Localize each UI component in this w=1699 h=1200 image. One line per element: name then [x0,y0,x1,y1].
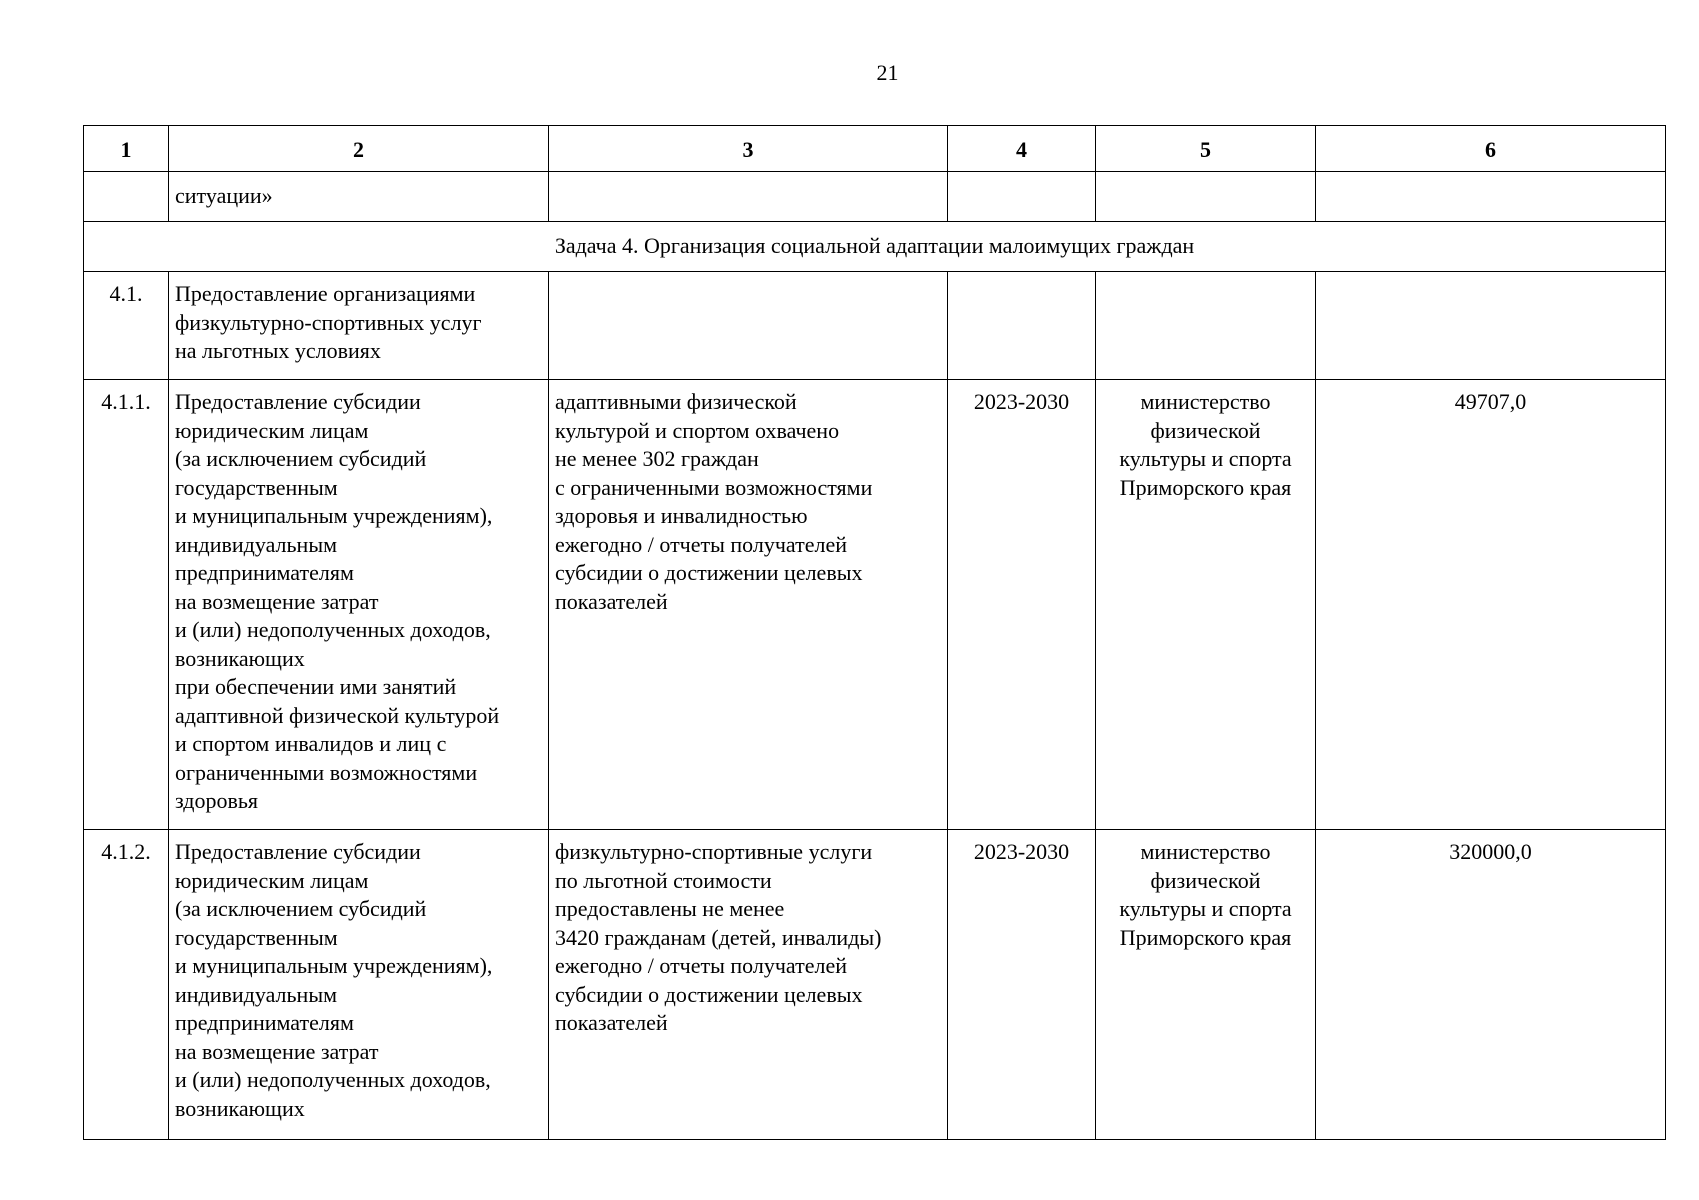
text-line: ограниченными возможностями [175,759,478,785]
header-cell: 3 [549,126,948,172]
text-line: при обеспечении ими занятий [175,674,457,699]
text-line: физической [1150,417,1261,443]
row-period: 2023-2030 [948,830,1096,1140]
row-amount: 320000,0 [1316,830,1666,1140]
table-cell [948,172,1096,222]
header-cell: 1 [84,126,169,172]
text-line: и спортом инвалидов и лиц с [175,731,447,756]
text-line: возникающих [175,645,305,671]
continuation-text: ситуации» [169,172,549,222]
text-line: адаптивными физической [555,389,797,414]
text-line: не менее 302 граждан [555,446,759,471]
text-line: на возмещение затрат [175,588,379,614]
row-result [549,380,948,830]
header-cell: 4 [948,126,1096,172]
text-line: показателей [555,1010,668,1035]
row-executor [1096,272,1316,380]
row-number: 4.1. [84,272,169,380]
text-line: государственным [175,924,338,950]
text-line: здоровья [175,788,259,813]
text-line: адаптивной физической культурой [175,702,500,728]
text-line: субсидии о достижении целевых [555,560,863,585]
text-line: показателей [555,588,668,614]
row-amount: 49707,0 [1316,380,1666,830]
table-cell [1096,172,1316,222]
text-line: индивидуальным [175,981,338,1007]
header-cell: 6 [1316,126,1666,172]
text-line: предпринимателям [175,1010,354,1035]
row-result [549,272,948,380]
text-line: Предоставление организациями [175,281,476,306]
header-cell: 5 [1096,126,1316,172]
text-line: ежегодно / отчеты получателей [555,953,848,978]
text-line: юридическим лицам [175,417,369,443]
text-line: культурой и спортом охвачено [555,417,840,443]
text-line: физкультурно-спортивные услуги [555,839,873,864]
text-line: министерство [1140,389,1271,414]
table-header-row [84,126,1666,172]
task-row [84,222,1666,272]
table-row [84,272,1666,380]
row-period [948,272,1096,380]
page-number: 21 [876,60,899,85]
row-executor [1096,380,1316,830]
table-row [84,830,1666,1140]
header-cell: 2 [169,126,549,172]
table-cell [84,172,169,222]
program-table [83,125,1666,1140]
table-row [84,380,1666,830]
continuation-row [84,172,1666,222]
text-line: с ограниченными возможностями [555,474,873,500]
text-line: и (или) недополученных доходов, [175,617,491,642]
text-line: по льготной стоимости [555,867,772,893]
row-executor [1096,830,1316,1140]
text-line: физкультурно-спортивных услуг [175,309,482,335]
text-line: возникающих [175,1095,305,1121]
text-line: ежегодно / отчеты получателей [555,531,848,557]
text-line: субсидии о достижении целевых [555,981,863,1007]
text-line: физической [1150,867,1261,893]
text-line: культуры и спорта [1119,896,1292,921]
row-number: 4.1.2. [84,830,169,1140]
task-title: Задача 4. Организация социальной адаптации малоимущих граждан [84,222,1666,272]
text-line: государственным [175,474,338,500]
row-period: 2023-2030 [948,380,1096,830]
row-name [169,830,549,1140]
row-result [549,830,948,1140]
table-cell [1316,172,1666,222]
table-cell [549,172,948,222]
text-line: Приморского края [1119,924,1292,950]
text-line: (за исключением субсидий [175,446,427,471]
row-number: 4.1.1. [84,380,169,830]
text-line: здоровья и инвалидностью [555,503,808,528]
row-name [169,272,549,380]
text-line: 3420 гражданам (детей, инвалиды) [555,924,882,950]
text-line: Предоставление субсидии [175,389,421,414]
text-line: на льготных условиях [175,338,381,363]
text-line: культуры и спорта [1119,446,1292,471]
text-line: на возмещение затрат [175,1038,379,1064]
text-line: Предоставление субсидии [175,839,421,864]
text-line: Приморского края [1119,474,1292,500]
text-line: предоставлены не менее [555,896,785,921]
row-amount [1316,272,1666,380]
text-line: и муниципальным учреждениям), [175,953,493,978]
text-line: министерство [1140,839,1271,864]
text-line: и муниципальным учреждениям), [175,503,493,528]
text-line: предпринимателям [175,560,354,585]
text-line: индивидуальным [175,531,338,557]
row-name [169,380,549,830]
text-line: юридическим лицам [175,867,369,893]
text-line: (за исключением субсидий [175,896,427,921]
text-line: и (или) недополученных доходов, [175,1067,491,1092]
